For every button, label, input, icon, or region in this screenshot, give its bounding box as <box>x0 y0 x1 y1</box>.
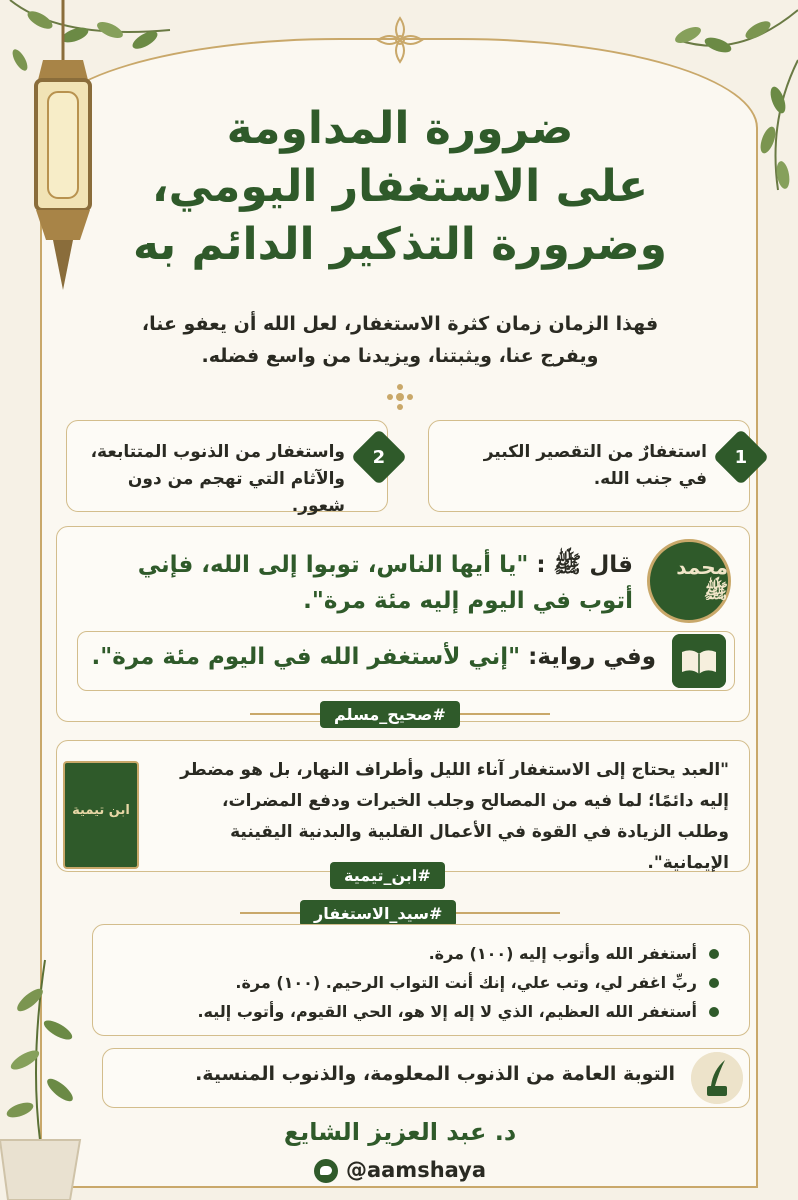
quill-icon <box>691 1052 743 1104</box>
hashtag-ibn-taymiyyah: #ابن_تيمية <box>330 862 445 889</box>
flower-ornament-icon <box>374 14 426 66</box>
hashtag-sahih-muslim: #صحيح_مسلم <box>320 701 460 728</box>
point-line: في جنب الله. <box>593 469 707 489</box>
rewaya-intro: وفي رواية: <box>528 644 656 670</box>
point-number-badge: 2 <box>351 429 408 486</box>
point-line: والآثام التي تهجم من دون شعور. <box>127 469 345 516</box>
title-line-3: وضرورة التذكير الدائم به <box>132 219 668 270</box>
hadith-intro: قال ﷺ : <box>536 552 633 578</box>
book-icon <box>672 634 726 688</box>
hadith-text <box>73 547 633 619</box>
plant-pot-icon <box>0 940 90 1200</box>
quote-line: إليه دائمًا؛ لما فيه من المصالح وجلب الخيرات ودفع المضرات، <box>222 791 729 811</box>
point-text <box>81 439 345 520</box>
rewaya-box <box>77 631 735 691</box>
intro-text <box>110 308 690 372</box>
quote-line: "العبد يحتاج إلى الاستغفار آناء الليل وأطراف النهار، بل هو مضطر <box>180 760 729 780</box>
quote-text <box>149 755 729 879</box>
rewaya-quote: "إني لأستغفر الله في اليوم مئة مرة". <box>91 644 521 670</box>
handle-text: @aamshaya <box>345 1158 487 1182</box>
hadith-quote: "يا أيها الناس، توبوا إلى الله، فإني <box>137 552 529 578</box>
point-card-1 <box>428 420 750 512</box>
tawba-text: التوبة العامة من الذنوب المعلومة، والذنوب المنسية. <box>195 1063 675 1085</box>
flower-ornament-icon <box>385 382 415 412</box>
social-handle[interactable] <box>280 1158 520 1183</box>
seal-icon: محمد ﷺ <box>647 539 731 623</box>
tawba-box <box>102 1048 750 1108</box>
point-number-badge: 1 <box>713 429 770 486</box>
rewaya-text <box>92 644 656 670</box>
intro-line-1: فهذا الزمان زمان كثرة الاستغفار، لعل الله أن يعفو عنا، <box>141 313 659 335</box>
title-line-1: ضرورة المداومة <box>226 103 574 154</box>
point-line: استغفارٌ من التقصير الكبير <box>483 442 707 462</box>
point-text <box>443 439 707 493</box>
istighfar-list-box <box>92 924 750 1036</box>
point-line: واستغفار من الذنوب المتتابعة، <box>90 442 345 462</box>
ibn-taymiyyah-quote-box <box>56 740 750 872</box>
hashtag-sayyid-istighfar: #سيد_الاستغفار <box>300 900 456 927</box>
list-item: أستغفر الله وأتوب إليه (١٠٠) مرة. <box>119 939 719 968</box>
intro-line-2: ويفرج عنا، ويثبتنا، ويزيدنا من واسع فضله. <box>201 345 599 367</box>
page-title <box>90 100 710 274</box>
author-name: د. عبد العزيز الشايع <box>283 1118 517 1146</box>
hadith-quote: أتوب في اليوم إليه مئة مرة". <box>303 588 633 614</box>
title-line-2: على الاستغفار اليومي، <box>151 161 649 212</box>
hadith-box <box>56 526 750 722</box>
istighfar-list <box>119 939 719 1026</box>
book-icon: ابن تيمية <box>63 761 139 869</box>
list-item: ربِّ اغفر لي، وتب علي، إنك أنت التواب الرحيم. (١٠٠) مرة. <box>119 968 719 997</box>
point-card-2 <box>66 420 388 516</box>
list-item: أستغفر الله العظيم، الذي لا إله إلا هو، الحي القيوم، وأتوب إليه. <box>119 997 719 1026</box>
quote-line: وطلب الزيادة في القوة في الأعمال القلبية والبدنية اليقينية الإيمانية". <box>230 822 729 873</box>
twitter-icon <box>314 1159 338 1183</box>
